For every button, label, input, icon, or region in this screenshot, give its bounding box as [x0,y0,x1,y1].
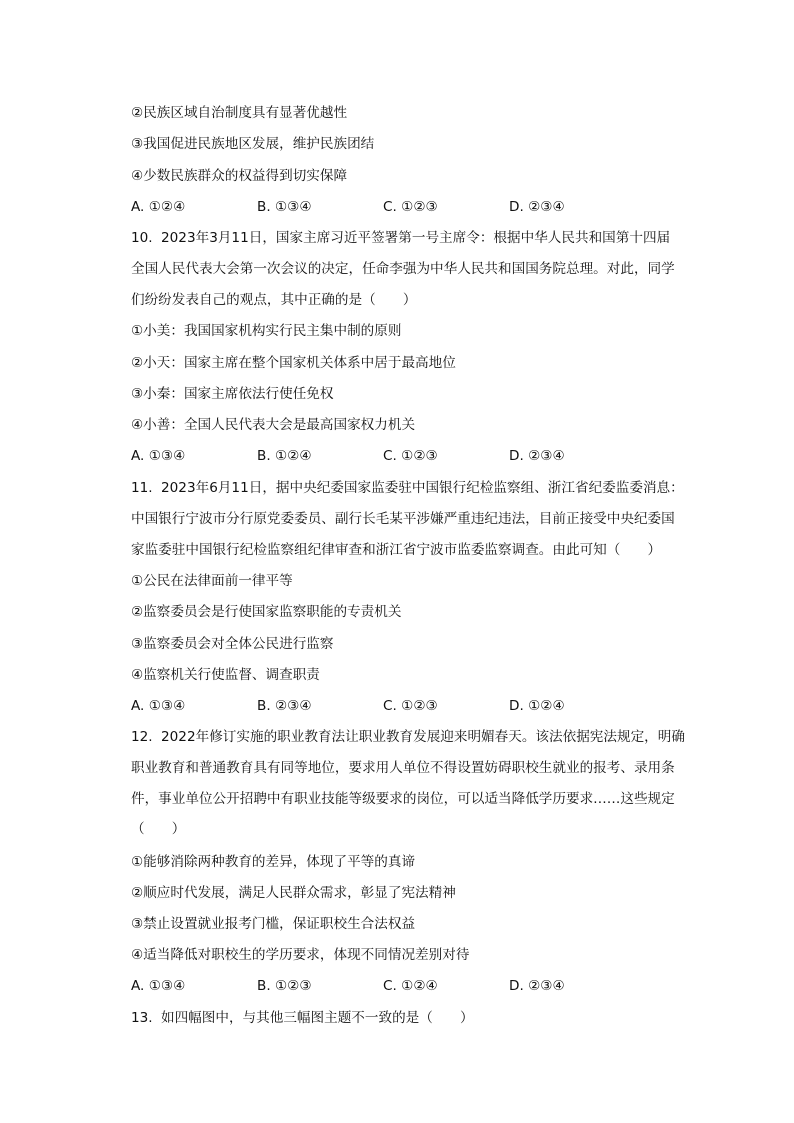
q12-item-4: ④适当降低对职校生的学历要求，体现不同情况差别对待 [131,947,470,963]
q10-option-b: B. ①②④ [257,448,312,464]
q10-stem-line-2: 全国人民代表大会第一次会议的决定，任命李强为中华人民共和国国务院总理。对此，同学 [131,261,675,277]
q12-stem-line-2: 职业教育和普通教育具有同等地位，要求用人单位不得设置妨碍职校生就业的报考、录用条 [131,760,675,776]
q10-stem-text-1: 2023年3月11日，国家主席习近平签署第一号主席令：根据中华人民共和国第十四届 [161,230,671,246]
q12-option-c: C. ①②④ [383,978,438,994]
q12-option-d: D. ②③④ [509,978,565,994]
q12-stem-line-1 [131,727,691,747]
q9-option-d: D. ②③④ [509,199,565,215]
q12-item-1: ①能够消除两种教育的差异，体现了平等的真谛 [131,854,416,870]
q12-number: 12. [131,729,153,745]
q10-item-3: ③小秦：国家主席依法行使任免权 [131,386,334,402]
q11-number: 11. [131,480,153,496]
q11-option-a: A. ①③④ [131,698,186,714]
q10-option-a: A. ①③④ [131,448,186,464]
q10-item-1: ①小美：我国国家机构实行民主集中制的原则 [131,323,402,339]
q11-stem-line-1 [131,478,691,498]
q10-stem-line-1 [131,228,691,248]
q11-item-4: ④监察机关行使监督、调查职责 [131,667,320,683]
q12-item-2: ②顺应时代发展，满足人民群众需求，彰显了宪法精神 [131,885,456,901]
q11-stem-text-1: 2023年6月11日，据中央纪委国家监委驻中国银行纪检监察组、浙江省纪委监委消息： [161,480,684,496]
q11-item-3: ③监察委员会对全体公民进行监察 [131,636,334,652]
q13-number: 13. [131,1010,153,1026]
q11-stem-line-2: 中国银行宁波市分行原党委委员、副行长毛某平涉嫌严重违纪违法，目前正接受中央纪委国 [131,511,675,527]
q9-option-a: A. ①②④ [131,199,186,215]
q13-stem-text-1: 如四幅图中，与其他三幅图主题不一致的是（ ） [161,1010,474,1026]
q12-option-b: B. ①②③ [257,978,312,994]
q9-option-c: C. ①②③ [383,199,438,215]
q13-stem-line-1 [131,1008,691,1028]
q10-item-2: ②小天：国家主席在整个国家机关体系中居于最高地位 [131,355,456,371]
q10-stem-line-3: 们纷纷发表自己的观点，其中正确的是（ ） [131,292,417,308]
q10-option-c: C. ①②③ [383,448,438,464]
q9-item-2: ②民族区域自治制度具有显著优越性 [131,105,348,121]
q11-option-c: C. ①②③ [383,698,438,714]
q9-item-3: ③我国促进民族地区发展，维护民族团结 [131,136,375,152]
q10-number: 10. [131,230,153,246]
q11-option-b: B. ②③④ [257,698,312,714]
q12-stem-line-4: （ ） [131,821,186,837]
q11-stem-line-3: 家监委驻中国银行纪检监察组纪律审查和浙江省宁波市监委监察调查。由此可知（ ） [131,542,662,558]
q11-option-d: D. ①②④ [509,698,565,714]
q10-item-4: ④小善：全国人民代表大会是最高国家权力机关 [131,417,416,433]
q11-item-1: ①公民在法律面前一律平等 [131,573,293,589]
q12-option-a: A. ①③④ [131,978,186,994]
q12-item-3: ③禁止设置就业报考门槛，保证职校生合法权益 [131,916,416,932]
q9-option-b: B. ①③④ [257,199,312,215]
q12-stem-line-3: 件，事业单位公开招聘中有职业技能等级要求的岗位，可以适当降低学历要求……这些规定 [131,791,675,807]
q11-item-2: ②监察委员会是行使国家监察职能的专责机关 [131,604,402,620]
q12-stem-text-1: 2022年修订实施的职业教育法让职业教育发展迎来明媚春天。该法依据宪法规定，明确 [161,729,685,745]
q9-item-4: ④少数民族群众的权益得到切实保障 [131,168,348,184]
q10-option-d: D. ②③④ [509,448,565,464]
